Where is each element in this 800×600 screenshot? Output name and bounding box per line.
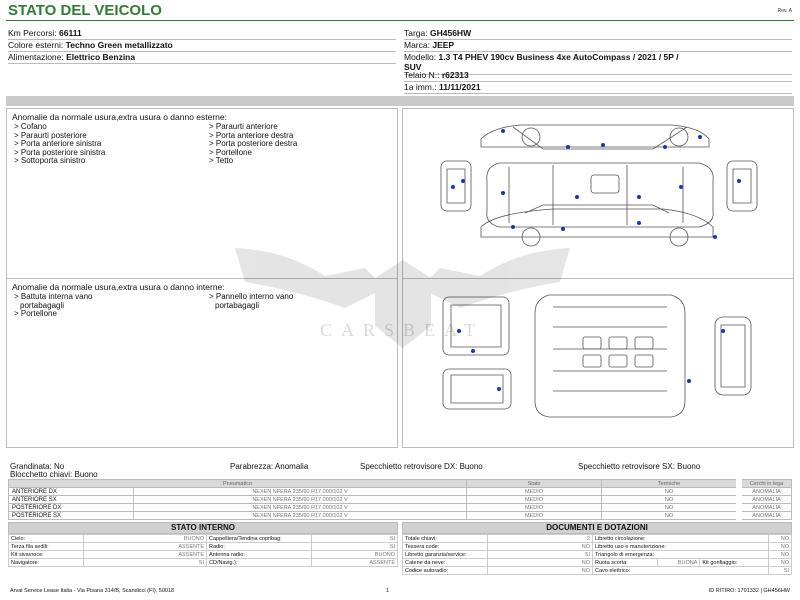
specchio-dx-text: Specchietto retrovisore DX: Buono bbox=[360, 462, 483, 471]
internal-damage-list-2 bbox=[209, 293, 394, 310]
damage-item: > Portellone bbox=[14, 309, 57, 318]
damage-item: > Paraurti posteriore bbox=[14, 130, 87, 140]
internal-damage-title: Anomalie da normale usura,extra usura o danno interne: bbox=[12, 282, 225, 292]
stato-interno-table bbox=[8, 534, 398, 567]
damage-item: > Portellone bbox=[209, 147, 252, 157]
marca-row: Marca: JEEP bbox=[404, 40, 792, 52]
revision-label: Rev. A bbox=[777, 8, 792, 14]
imm-row: 1a imm.: 11/11/2021 bbox=[404, 82, 792, 94]
footer-page-number: 1 bbox=[386, 588, 390, 594]
table-row: Cielo: BUONO Cappelliera/Tendina copribag: SI bbox=[9, 535, 398, 543]
damage-item: > Paraurti anteriore bbox=[209, 122, 278, 131]
table-row: ANTERIORE DX NEXEN NFERA 235/60 R17 000/102 V MEDIO NO ANOMALIA bbox=[9, 488, 792, 496]
tyres-header: Pneumatico bbox=[9, 480, 467, 488]
tyres-table bbox=[8, 479, 792, 520]
parabrezza-text: Parabrezza: Anomalia bbox=[230, 462, 309, 471]
damage-item: > Cofano bbox=[14, 122, 47, 131]
footer-company: Arval Service Lease Italia - Via Pisana 314/B, Scandicci (FI), 50018 bbox=[10, 588, 175, 594]
modello-row: Modello: 1.3 T4 PHEV 190cv Business 4xe AutoCompass / 2021 / 5P / SUV bbox=[404, 52, 792, 75]
table-row: Kit sivavroce: ASSENTE Antenna radio: BUONO bbox=[9, 551, 398, 559]
blocchetto-text: Blocchetto chiavi: Buono bbox=[10, 470, 98, 479]
tyres-header: Stato bbox=[467, 480, 602, 488]
stato-interno-title: STATO INTERNO bbox=[8, 522, 398, 534]
grandinata-text: Grandinata: No bbox=[10, 462, 65, 471]
table-row: Terza fila sedili: ASSENTE Radio: SI bbox=[9, 543, 398, 551]
table-row: Totale chiavi: 2 Libretto circolazione: NO bbox=[403, 535, 792, 543]
documenti-title: DOCUMENTI E DOTAZIONI bbox=[402, 522, 792, 534]
damage-item: > Porta posteriore sinistra bbox=[14, 147, 106, 157]
damage-item: > Porta posteriore destra bbox=[209, 139, 298, 148]
table-row: Navigatore: SI CD/Navig.): ASSENTE bbox=[9, 559, 398, 567]
alimentazione-row: Alimentazione: Elettrico Benzina bbox=[8, 52, 396, 64]
internal-diagram-panel bbox=[402, 278, 794, 448]
table-row: Libretto garanzia/service: SI Triangolo di emergenza: NO bbox=[403, 551, 792, 559]
documenti-table bbox=[402, 534, 792, 575]
colore-row: Colore esterni: Techno Green metallizzato bbox=[8, 40, 396, 52]
external-damage-list-1 bbox=[14, 123, 204, 166]
external-damage-title: Anomalie da normale usura,extra usura o danno esterne: bbox=[12, 112, 227, 122]
table-row: ANTERIORE SX NEXEN NFERA 235/60 R17 000/102 V MEDIO NO ANOMALIA bbox=[9, 496, 792, 504]
table-row: POSTERIORE DX NEXEN NFERA 235/60 R17 000/102 V MEDIO NO ANOMALIA bbox=[9, 504, 792, 512]
km-row: Km Percorsi: 66111 bbox=[8, 28, 396, 40]
targa-row: Targa: GH456HW bbox=[404, 28, 792, 40]
damage-item: > Sottoporta sinistro bbox=[14, 156, 86, 165]
tyres-header-row bbox=[9, 480, 792, 488]
external-damage-list-2 bbox=[209, 123, 394, 166]
footer-id: ID RITIRO: 1701332 | GH456HW bbox=[708, 588, 790, 594]
tyres-header: Cerchi in lega bbox=[739, 480, 791, 488]
table-row: POSTERIORE SX NEXEN NFERA 235/60 R17 000/102 V MEDIO NO ANOMALIA bbox=[9, 512, 792, 520]
damage-item: > Porta anteriore sinistra bbox=[14, 139, 102, 148]
damage-item: > Battuta interna vano bbox=[14, 292, 93, 301]
telaio-row: Telaio N.: r62313 bbox=[404, 70, 792, 82]
title-rule bbox=[6, 20, 794, 21]
table-row: Tessera code: NO Libretto uso e manutenzione: NO bbox=[403, 543, 792, 551]
interior-car-diagram bbox=[403, 279, 793, 447]
internal-damage-list-1 bbox=[14, 293, 204, 319]
damage-item: > Tetto bbox=[209, 156, 234, 165]
exterior-car-diagram bbox=[403, 109, 793, 279]
table-row: Catene da neve: NO Ruota scorta: BUONA Kit gonfiaggio: NO bbox=[403, 559, 792, 567]
damage-item: portabagagli bbox=[215, 300, 260, 310]
damage-item: > Porta anteriore destra bbox=[209, 130, 294, 140]
external-diagram-panel bbox=[402, 108, 794, 280]
table-row: Codice autoradio: NO Cavo elettrico: SI bbox=[403, 567, 792, 575]
damage-item: > Pannello interno vano bbox=[209, 292, 294, 301]
specchio-sx-text: Specchietto retrovisore SX: Buono bbox=[578, 462, 701, 471]
page-title: STATO DEL VEICOLO bbox=[8, 2, 162, 19]
tyres-header: Termiche bbox=[602, 480, 740, 488]
section-band bbox=[6, 96, 794, 106]
damage-item: portabagagli bbox=[20, 300, 65, 310]
